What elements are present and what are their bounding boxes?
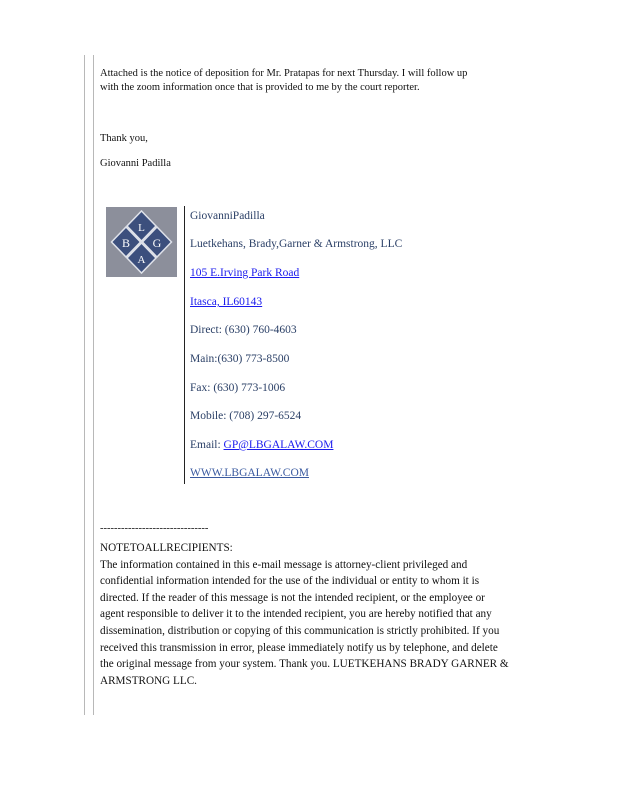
signer-name: Giovanni Padilla xyxy=(100,158,171,169)
firm-logo xyxy=(106,207,177,277)
logo-letter: L xyxy=(138,222,145,234)
logo-letter: A xyxy=(137,254,146,266)
email-link[interactable]: GP@LBGALAW.COM xyxy=(223,439,334,451)
confidentiality-notice xyxy=(100,542,520,689)
notice-line: dissemination, distribution or copying of this communication is strictly prohibited. If you xyxy=(100,624,500,637)
message-line: with the zoom information once that is provided to me by the court reporter. xyxy=(100,82,420,93)
margin-line-left xyxy=(84,55,85,715)
address-link[interactable]: 105 E.Irving Park Road xyxy=(190,267,300,279)
notice-line: confidential information intended for the use of the individual or entity to whom it is xyxy=(100,575,480,588)
notice-line: the original message from your system. Thank you. LUETKEHANS BRADY GARNER & xyxy=(100,658,509,671)
notice-line: ARMSTRONG LLC. xyxy=(100,674,197,687)
message-line: Attached is the notice of deposition for Mr. Pratapas for next Thursday. I will follow up xyxy=(100,68,468,79)
direct-phone: Direct: (630) 760-4603 xyxy=(190,324,297,336)
notice-line: directed. If the reader of this message is not the intended recipient, or the employee or xyxy=(100,591,485,604)
signature-divider xyxy=(184,206,185,484)
logo-letter: B xyxy=(121,236,131,250)
city-link[interactable]: Itasca, IL60143 xyxy=(190,296,263,308)
logo-letter: G xyxy=(152,236,162,250)
email-row xyxy=(190,439,333,451)
notice-line: agent responsible to deliver it to the intended recipient, you are hereby notified that any xyxy=(100,608,492,621)
signature-address-line2 xyxy=(190,296,262,308)
email-label: Email: xyxy=(190,439,224,451)
mobile-phone: Mobile: (708) 297-6524 xyxy=(190,410,302,422)
notice-line: received this transmission in error, please immediately notify us by telephone, and delete xyxy=(100,641,498,654)
website-link[interactable]: WWW.LBGALAW.COM xyxy=(190,467,309,479)
main-phone: Main:(630) 773-8500 xyxy=(190,353,290,365)
notice-divider: ------------------------------- xyxy=(100,523,209,534)
signature-firm: Luetkehans, Brady,Garner & Armstrong, LLC xyxy=(190,238,403,250)
signature-address-line1 xyxy=(190,267,299,279)
website-row xyxy=(190,467,309,479)
message-body xyxy=(100,67,530,95)
notice-line: The information contained in this e-mail message is attorney-client privileged and xyxy=(100,558,468,571)
fax-number: Fax: (630) 773-1006 xyxy=(190,382,286,394)
closing: Thank you, xyxy=(100,133,148,144)
signature-name: GiovanniPadilla xyxy=(190,210,265,222)
margin-line-right xyxy=(93,55,94,715)
notice-heading: NOTETOALLRECIPIENTS: xyxy=(100,542,233,554)
